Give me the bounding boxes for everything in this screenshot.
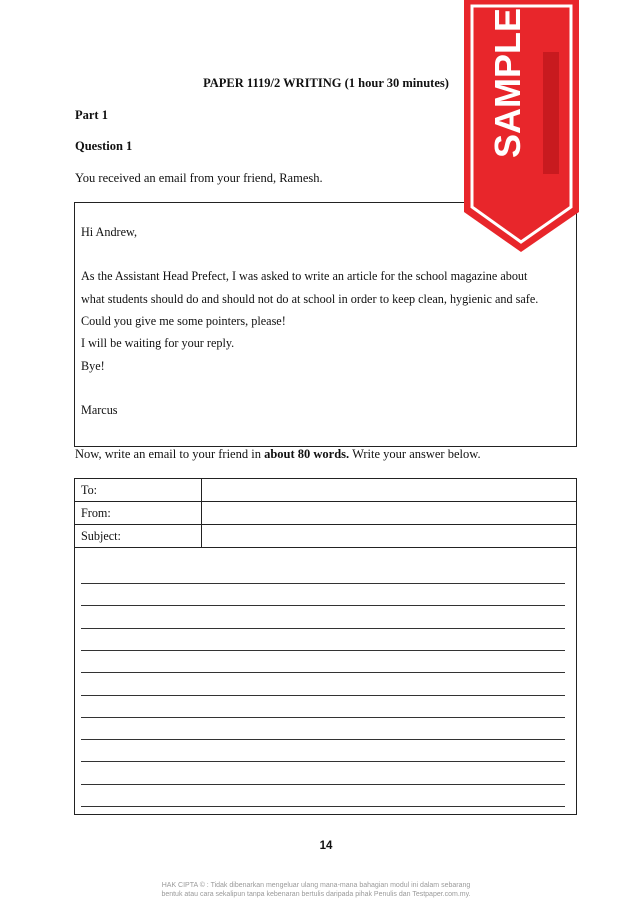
answer-box[interactable] [74,546,577,815]
answer-line [81,784,565,785]
email-greeting: Hi Andrew, [81,225,138,239]
question-intro: You received an email from your friend, Ramesh. [75,171,323,185]
email-line: I will be waiting for your reply. [81,336,235,350]
answer-line [81,761,565,762]
instruction-text: Now, write an email to your friend in [75,447,265,461]
copyright-line: bentuk atau cara sekalipun tanpa kebenaran bertulis daripada pihak Penulis dan Testpaper.com.my. [161,891,471,898]
email-line: what students should do and should not do at school in order to keep clean, hygienic and safe. [81,292,539,306]
answer-header-table [74,478,577,548]
from-row [75,502,577,525]
subject-label: Subject: [75,525,202,548]
email-signature: Marcus [81,403,118,417]
to-label: To: [75,479,202,502]
email-line: Could you give me some pointers, please! [81,314,286,328]
email-line: Bye! [81,359,105,373]
writing-instruction [75,447,481,462]
answer-line [81,806,565,807]
to-row [75,479,577,502]
ribbon-url-strip [543,52,559,174]
answer-line [81,628,565,629]
subject-field[interactable] [202,525,577,548]
subject-row [75,525,577,548]
answer-line [81,672,565,673]
to-field[interactable] [202,479,577,502]
question-heading: Question 1 [75,139,133,153]
answer-line [81,739,565,740]
part-heading: Part 1 [75,108,108,122]
from-label: From: [75,502,202,525]
from-field[interactable] [202,502,577,525]
answer-line [81,605,565,606]
word-limit: about 80 words. [264,447,350,461]
copyright-notice [0,881,632,899]
email-line: As the Assistant Head Prefect, I was asked to write an article for the school magazine about [81,269,528,283]
ribbon-label: SAMPLE [487,7,528,158]
answer-line [81,583,565,584]
page-number: 14 [319,840,333,852]
exam-title: PAPER 1119/2 WRITING (1 hour 30 minutes) [203,76,449,90]
answer-line [81,650,565,651]
copyright-line: HAK CIPTA © : Tidak dibenarkan mengeluar ulang mana-mana bahagian modul ini dalam sebarang [161,882,471,889]
answer-line [81,695,565,696]
instruction-text-end: Write your answer below. [349,447,481,461]
answer-line [81,717,565,718]
